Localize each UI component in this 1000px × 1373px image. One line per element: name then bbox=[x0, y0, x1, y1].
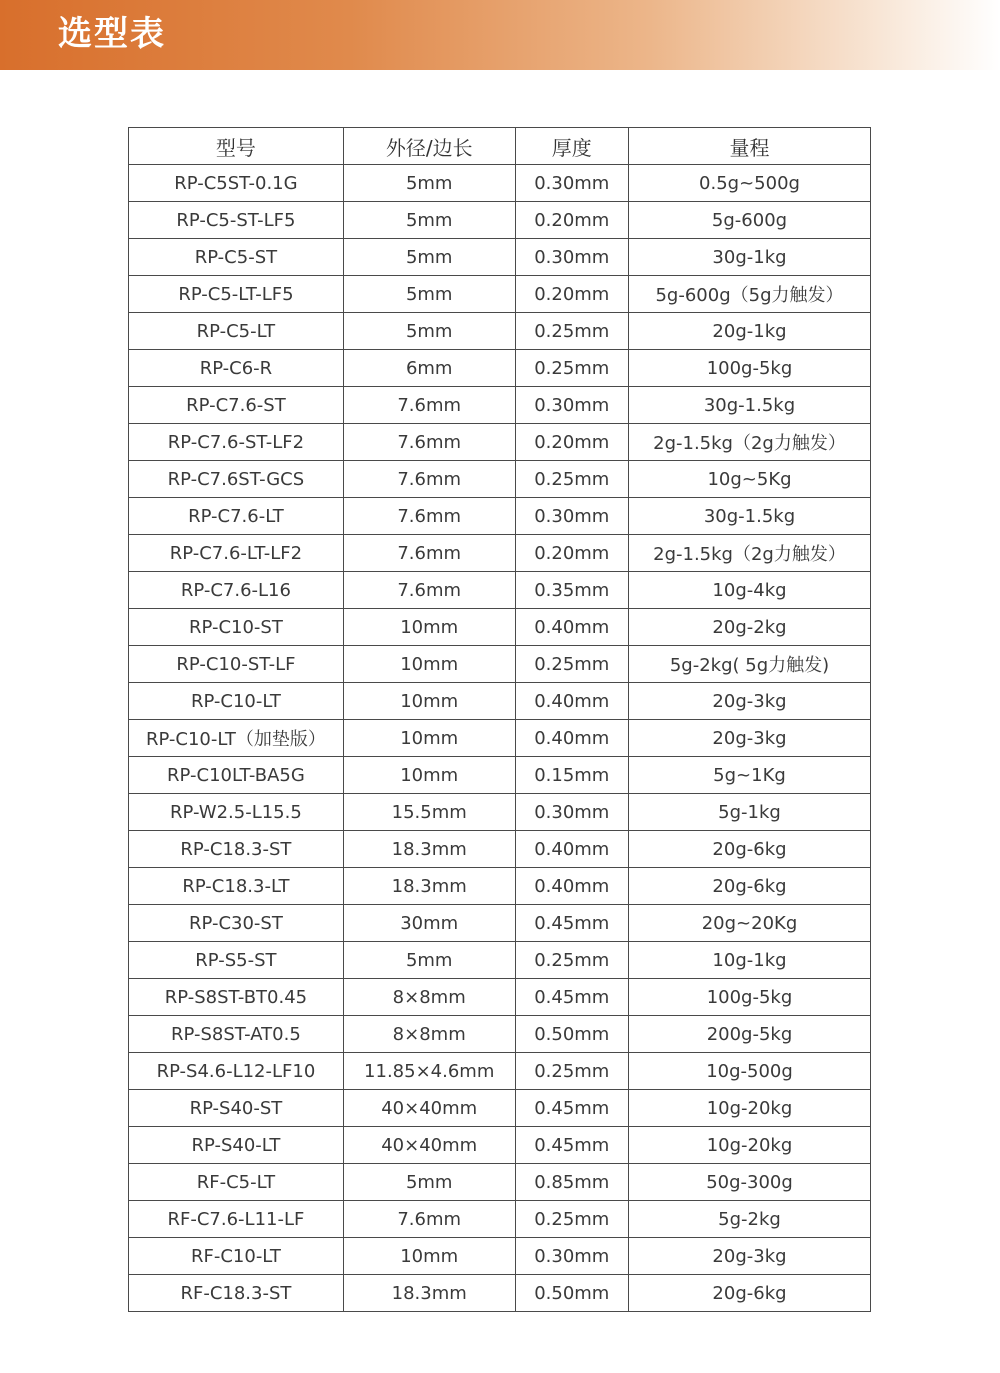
cell-range: 5g-600g（5g力触发） bbox=[629, 276, 871, 313]
cell-model: RP-S40-LT bbox=[129, 1127, 344, 1164]
cell-range: 20g-6kg bbox=[629, 831, 871, 868]
cell-thickness: 0.40mm bbox=[515, 683, 628, 720]
cell-model: RP-C7.6-ST bbox=[129, 387, 344, 424]
cell-diameter: 8×8mm bbox=[343, 1016, 515, 1053]
cell-thickness: 0.30mm bbox=[515, 498, 628, 535]
cell-thickness: 0.30mm bbox=[515, 794, 628, 831]
cell-diameter: 11.85×4.6mm bbox=[343, 1053, 515, 1090]
cell-thickness: 0.20mm bbox=[515, 276, 628, 313]
table-row bbox=[129, 387, 871, 424]
cell-range: 2g-1.5kg（2g力触发） bbox=[629, 424, 871, 461]
cell-diameter: 6mm bbox=[343, 350, 515, 387]
cell-model: RP-S8ST-AT0.5 bbox=[129, 1016, 344, 1053]
cell-diameter: 40×40mm bbox=[343, 1090, 515, 1127]
table-row bbox=[129, 424, 871, 461]
cell-thickness: 0.50mm bbox=[515, 1275, 628, 1312]
cell-range: 0.5g~500g bbox=[629, 165, 871, 202]
cell-thickness: 0.30mm bbox=[515, 239, 628, 276]
cell-thickness: 0.20mm bbox=[515, 424, 628, 461]
cell-range: 5g-2kg bbox=[629, 1201, 871, 1238]
header-model: 型号 bbox=[129, 128, 344, 165]
cell-model: RP-C5-LT-LF5 bbox=[129, 276, 344, 313]
page-title: 选型表 bbox=[58, 14, 166, 54]
cell-thickness: 0.40mm bbox=[515, 720, 628, 757]
cell-range: 20g-3kg bbox=[629, 683, 871, 720]
cell-diameter: 7.6mm bbox=[343, 424, 515, 461]
header-row bbox=[129, 128, 871, 165]
cell-diameter: 7.6mm bbox=[343, 461, 515, 498]
cell-model: RP-C18.3-ST bbox=[129, 831, 344, 868]
table-row bbox=[129, 609, 871, 646]
cell-range: 10g-20kg bbox=[629, 1127, 871, 1164]
cell-diameter: 5mm bbox=[343, 1164, 515, 1201]
cell-diameter: 5mm bbox=[343, 202, 515, 239]
table-row bbox=[129, 1275, 871, 1312]
table-body bbox=[129, 165, 871, 1312]
table-row bbox=[129, 1164, 871, 1201]
cell-model: RP-C7.6ST-GCS bbox=[129, 461, 344, 498]
cell-range: 30g-1.5kg bbox=[629, 498, 871, 535]
cell-diameter: 10mm bbox=[343, 683, 515, 720]
cell-diameter: 7.6mm bbox=[343, 387, 515, 424]
cell-range: 200g-5kg bbox=[629, 1016, 871, 1053]
cell-thickness: 0.45mm bbox=[515, 979, 628, 1016]
cell-range: 20g-3kg bbox=[629, 1238, 871, 1275]
cell-model: RP-C6-R bbox=[129, 350, 344, 387]
cell-range: 5g-2kg( 5g力触发) bbox=[629, 646, 871, 683]
table-row bbox=[129, 313, 871, 350]
cell-diameter: 7.6mm bbox=[343, 1201, 515, 1238]
selection-table bbox=[128, 127, 871, 1312]
cell-diameter: 10mm bbox=[343, 646, 515, 683]
cell-model: RP-C10-LT bbox=[129, 683, 344, 720]
table-row bbox=[129, 683, 871, 720]
cell-range: 20g-1kg bbox=[629, 313, 871, 350]
cell-thickness: 0.30mm bbox=[515, 387, 628, 424]
table-row bbox=[129, 942, 871, 979]
cell-thickness: 0.25mm bbox=[515, 1201, 628, 1238]
cell-range: 10g-20kg bbox=[629, 1090, 871, 1127]
cell-model: RP-C10LT-BA5G bbox=[129, 757, 344, 794]
cell-diameter: 10mm bbox=[343, 720, 515, 757]
header-diameter: 外径/边长 bbox=[343, 128, 515, 165]
cell-diameter: 5mm bbox=[343, 239, 515, 276]
cell-range: 20g~20Kg bbox=[629, 905, 871, 942]
cell-thickness: 0.30mm bbox=[515, 165, 628, 202]
cell-range: 10g-4kg bbox=[629, 572, 871, 609]
cell-thickness: 0.30mm bbox=[515, 1238, 628, 1275]
table-row bbox=[129, 165, 871, 202]
cell-range: 30g-1.5kg bbox=[629, 387, 871, 424]
cell-diameter: 7.6mm bbox=[343, 498, 515, 535]
cell-diameter: 5mm bbox=[343, 165, 515, 202]
table-row bbox=[129, 276, 871, 313]
table-row bbox=[129, 979, 871, 1016]
table-row bbox=[129, 794, 871, 831]
cell-thickness: 0.25mm bbox=[515, 942, 628, 979]
cell-model: RP-C7.6-L16 bbox=[129, 572, 344, 609]
cell-range: 2g-1.5kg（2g力触发） bbox=[629, 535, 871, 572]
cell-range: 20g-6kg bbox=[629, 1275, 871, 1312]
table-header bbox=[129, 128, 871, 165]
table-row bbox=[129, 572, 871, 609]
table-row bbox=[129, 646, 871, 683]
cell-thickness: 0.50mm bbox=[515, 1016, 628, 1053]
cell-range: 5g-1kg bbox=[629, 794, 871, 831]
cell-model: RP-S8ST-BT0.45 bbox=[129, 979, 344, 1016]
cell-diameter: 5mm bbox=[343, 276, 515, 313]
cell-diameter: 30mm bbox=[343, 905, 515, 942]
cell-range: 100g-5kg bbox=[629, 350, 871, 387]
table-row bbox=[129, 720, 871, 757]
cell-range: 5g~1Kg bbox=[629, 757, 871, 794]
cell-range: 10g-1kg bbox=[629, 942, 871, 979]
table-row bbox=[129, 831, 871, 868]
cell-range: 30g-1kg bbox=[629, 239, 871, 276]
header-thickness: 厚度 bbox=[515, 128, 628, 165]
cell-model: RP-S5-ST bbox=[129, 942, 344, 979]
table-row bbox=[129, 202, 871, 239]
cell-model: RP-C7.6-ST-LF2 bbox=[129, 424, 344, 461]
cell-range: 20g-2kg bbox=[629, 609, 871, 646]
title-banner bbox=[0, 0, 1000, 70]
cell-thickness: 0.40mm bbox=[515, 868, 628, 905]
cell-model: RP-C5-ST bbox=[129, 239, 344, 276]
cell-thickness: 0.25mm bbox=[515, 461, 628, 498]
table-row bbox=[129, 350, 871, 387]
cell-diameter: 18.3mm bbox=[343, 868, 515, 905]
cell-diameter: 10mm bbox=[343, 1238, 515, 1275]
cell-range: 5g-600g bbox=[629, 202, 871, 239]
cell-thickness: 0.15mm bbox=[515, 757, 628, 794]
cell-diameter: 8×8mm bbox=[343, 979, 515, 1016]
cell-model: RF-C7.6-L11-LF bbox=[129, 1201, 344, 1238]
cell-diameter: 18.3mm bbox=[343, 1275, 515, 1312]
cell-diameter: 5mm bbox=[343, 313, 515, 350]
table-row bbox=[129, 1053, 871, 1090]
cell-thickness: 0.25mm bbox=[515, 350, 628, 387]
cell-diameter: 18.3mm bbox=[343, 831, 515, 868]
cell-diameter: 15.5mm bbox=[343, 794, 515, 831]
header-range: 量程 bbox=[629, 128, 871, 165]
cell-range: 10g-500g bbox=[629, 1053, 871, 1090]
table-row bbox=[129, 535, 871, 572]
cell-thickness: 0.45mm bbox=[515, 1127, 628, 1164]
cell-model: RP-C5-LT bbox=[129, 313, 344, 350]
cell-thickness: 0.20mm bbox=[515, 535, 628, 572]
cell-model: RP-S40-ST bbox=[129, 1090, 344, 1127]
table-row bbox=[129, 498, 871, 535]
cell-thickness: 0.40mm bbox=[515, 831, 628, 868]
cell-model: RP-S4.6-L12-LF10 bbox=[129, 1053, 344, 1090]
cell-model: RP-C30-ST bbox=[129, 905, 344, 942]
cell-model: RP-C7.6-LT-LF2 bbox=[129, 535, 344, 572]
cell-range: 50g-300g bbox=[629, 1164, 871, 1201]
cell-model: RP-C5ST-0.1G bbox=[129, 165, 344, 202]
cell-thickness: 0.45mm bbox=[515, 905, 628, 942]
cell-thickness: 0.25mm bbox=[515, 1053, 628, 1090]
cell-thickness: 0.25mm bbox=[515, 313, 628, 350]
table-row bbox=[129, 757, 871, 794]
table-row bbox=[129, 1016, 871, 1053]
table-row bbox=[129, 1238, 871, 1275]
cell-range: 20g-3kg bbox=[629, 720, 871, 757]
cell-model: RF-C18.3-ST bbox=[129, 1275, 344, 1312]
cell-diameter: 5mm bbox=[343, 942, 515, 979]
table-row bbox=[129, 1090, 871, 1127]
cell-thickness: 0.20mm bbox=[515, 202, 628, 239]
cell-diameter: 7.6mm bbox=[343, 535, 515, 572]
cell-range: 100g-5kg bbox=[629, 979, 871, 1016]
cell-model: RP-C5-ST-LF5 bbox=[129, 202, 344, 239]
cell-model: RF-C10-LT bbox=[129, 1238, 344, 1275]
cell-model: RP-W2.5-L15.5 bbox=[129, 794, 344, 831]
cell-range: 20g-6kg bbox=[629, 868, 871, 905]
table-row bbox=[129, 868, 871, 905]
cell-diameter: 7.6mm bbox=[343, 572, 515, 609]
cell-thickness: 0.40mm bbox=[515, 609, 628, 646]
cell-model: RP-C10-ST-LF bbox=[129, 646, 344, 683]
table-row bbox=[129, 1127, 871, 1164]
cell-diameter: 40×40mm bbox=[343, 1127, 515, 1164]
table-row bbox=[129, 461, 871, 498]
cell-model: RP-C10-LT（加垫版） bbox=[129, 720, 344, 757]
cell-model: RF-C5-LT bbox=[129, 1164, 344, 1201]
cell-thickness: 0.35mm bbox=[515, 572, 628, 609]
cell-model: RP-C18.3-LT bbox=[129, 868, 344, 905]
cell-diameter: 10mm bbox=[343, 757, 515, 794]
table-row bbox=[129, 239, 871, 276]
cell-thickness: 0.85mm bbox=[515, 1164, 628, 1201]
table-row bbox=[129, 905, 871, 942]
cell-diameter: 10mm bbox=[343, 609, 515, 646]
cell-thickness: 0.25mm bbox=[515, 646, 628, 683]
cell-model: RP-C7.6-LT bbox=[129, 498, 344, 535]
table-row bbox=[129, 1201, 871, 1238]
cell-model: RP-C10-ST bbox=[129, 609, 344, 646]
cell-range: 10g~5Kg bbox=[629, 461, 871, 498]
cell-thickness: 0.45mm bbox=[515, 1090, 628, 1127]
